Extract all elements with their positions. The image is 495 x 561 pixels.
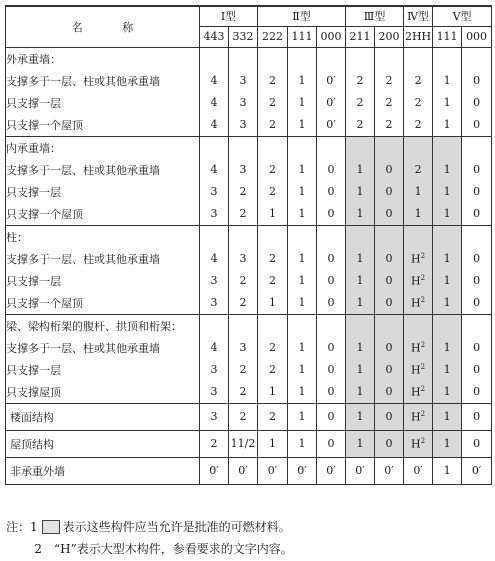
superscript-mark: 2 <box>420 273 426 282</box>
value-cell: 0 <box>375 181 404 203</box>
value-cell: 1 <box>346 430 375 457</box>
empty-cell <box>258 225 288 248</box>
empty-cell <box>258 314 288 337</box>
table-row <box>6 114 492 137</box>
superscript-mark: 2 <box>420 384 426 393</box>
empty-cell <box>317 314 346 337</box>
value-cell: 0 <box>317 159 346 181</box>
value-text: H <box>411 341 421 355</box>
value-cell: 2 <box>375 92 404 114</box>
value-cell: 1 <box>288 292 317 315</box>
empty-cell <box>346 314 375 337</box>
value-cell: 1 <box>346 359 375 381</box>
value-text: H <box>411 363 421 377</box>
header-code: 111 <box>288 26 317 47</box>
value-cell: 1 <box>288 381 317 404</box>
row-label: 只支撑一层 <box>6 92 200 114</box>
empty-cell <box>317 47 346 70</box>
value-cell <box>404 337 433 359</box>
value-cell: 0 <box>317 430 346 457</box>
value-cell: 0 <box>317 381 346 404</box>
value-cell: 1 <box>404 181 433 203</box>
value-cell: 3 <box>229 159 258 181</box>
table-row <box>6 359 492 381</box>
value-cell <box>404 270 433 292</box>
empty-cell <box>258 136 288 159</box>
empty-cell <box>433 47 462 70</box>
value-cell: 1 <box>346 292 375 315</box>
value-cell: 1 <box>288 70 317 92</box>
header-type-5: Ⅴ型 <box>433 6 492 26</box>
empty-cell <box>433 136 462 159</box>
table-row <box>6 70 492 92</box>
value-cell: 1 <box>404 203 433 226</box>
superscript-mark: 2 <box>420 295 426 304</box>
value-cell: 2 <box>258 114 288 137</box>
empty-cell <box>404 136 433 159</box>
value-cell: 2 <box>229 270 258 292</box>
value-cell: 1 <box>288 92 317 114</box>
superscript-mark: 2 <box>420 362 426 371</box>
value-cell: 2 <box>229 292 258 315</box>
table-row <box>6 270 492 292</box>
value-cell: 1 <box>433 203 462 226</box>
row-label: 只支撑一个屋顶 <box>6 203 200 226</box>
value-cell: 1 <box>258 381 288 404</box>
empty-cell <box>288 314 317 337</box>
value-cell: 0′ <box>258 457 288 484</box>
value-cell: 0′ <box>404 457 433 484</box>
value-cell: 0 <box>317 292 346 315</box>
value-cell: 0 <box>375 203 404 226</box>
header-code: 200 <box>375 26 404 47</box>
value-cell: 0 <box>462 203 492 226</box>
value-cell: 1 <box>433 248 462 270</box>
empty-cell <box>462 314 492 337</box>
value-cell <box>404 359 433 381</box>
value-cell: 0 <box>317 203 346 226</box>
value-cell <box>404 403 433 430</box>
value-cell: 0 <box>375 337 404 359</box>
header-type-2: Ⅱ型 <box>258 6 346 26</box>
row-label: 只支撑一层 <box>6 270 200 292</box>
value-cell: 2 <box>258 70 288 92</box>
value-text: H <box>411 296 421 310</box>
value-cell: 4 <box>200 70 229 92</box>
value-cell: 0′ <box>317 457 346 484</box>
header-code: 211 <box>346 26 375 47</box>
value-cell: 0′ <box>288 457 317 484</box>
header-type-3: Ⅲ型 <box>346 6 404 26</box>
value-cell: 1 <box>346 159 375 181</box>
value-cell: 0 <box>375 430 404 457</box>
value-cell: 1 <box>433 430 462 457</box>
value-cell: 0 <box>317 403 346 430</box>
header-type-1: Ⅰ型 <box>200 6 258 26</box>
row-label: 只支撑屋顶 <box>6 381 200 404</box>
value-cell: 3 <box>229 114 258 137</box>
value-text: H <box>411 385 421 399</box>
table-row <box>6 181 492 203</box>
value-cell: 2 <box>229 381 258 404</box>
value-cell: 0 <box>375 270 404 292</box>
empty-cell <box>462 136 492 159</box>
value-cell: 1 <box>346 403 375 430</box>
value-cell: 1 <box>288 181 317 203</box>
value-cell: 0 <box>317 248 346 270</box>
header-type-4: Ⅳ型 <box>404 6 433 26</box>
value-cell: 2 <box>404 92 433 114</box>
empty-cell <box>288 47 317 70</box>
value-cell: 1 <box>433 403 462 430</box>
empty-cell <box>200 225 229 248</box>
header-code: 000 <box>462 26 492 47</box>
empty-cell <box>317 225 346 248</box>
value-cell: 0 <box>462 248 492 270</box>
value-cell: 2 <box>229 203 258 226</box>
value-cell: 11/2 <box>229 430 258 457</box>
value-cell: 1 <box>288 159 317 181</box>
value-cell: 1 <box>288 403 317 430</box>
value-cell: 2 <box>258 403 288 430</box>
section-title: 外承重墙： <box>6 47 200 70</box>
empty-cell <box>288 225 317 248</box>
empty-cell <box>200 314 229 337</box>
value-text: H <box>411 437 421 451</box>
value-cell: 1 <box>288 114 317 137</box>
value-cell: 2 <box>258 181 288 203</box>
header-code: 222 <box>258 26 288 47</box>
empty-cell <box>229 47 258 70</box>
value-cell <box>404 430 433 457</box>
value-cell: 0 <box>375 381 404 404</box>
value-cell: 1 <box>433 159 462 181</box>
value-cell: 4 <box>200 114 229 137</box>
row-label: 只支撑一层 <box>6 181 200 203</box>
empty-cell <box>229 136 258 159</box>
value-cell: 2 <box>404 114 433 137</box>
value-cell: 2 <box>229 403 258 430</box>
empty-cell <box>404 47 433 70</box>
empty-cell <box>200 47 229 70</box>
value-cell: 1 <box>258 430 288 457</box>
value-cell: 4 <box>200 92 229 114</box>
value-cell: 4 <box>200 248 229 270</box>
value-cell: 1 <box>433 381 462 404</box>
value-cell: 0 <box>375 159 404 181</box>
note-2 <box>6 538 490 560</box>
empty-cell <box>346 136 375 159</box>
note-1-text: 表示这些构件应当允许是批准的可燃材料。 <box>62 520 291 534</box>
empty-cell <box>375 136 404 159</box>
value-cell: 3 <box>229 70 258 92</box>
value-cell: 0 <box>462 430 492 457</box>
value-cell: 0 <box>462 381 492 404</box>
header-code: 2HH <box>404 26 433 47</box>
note-2-text: “H”表示大型木构件，参看要求的文字内容。 <box>54 542 293 556</box>
value-cell: 1 <box>258 203 288 226</box>
value-cell: 4 <box>200 159 229 181</box>
empty-cell <box>375 47 404 70</box>
row-label: 非承重外墙 <box>6 457 200 484</box>
value-cell: 0 <box>462 92 492 114</box>
fire-rating-table <box>5 5 492 485</box>
value-cell: 0′ <box>317 70 346 92</box>
value-cell: 2 <box>346 114 375 137</box>
value-cell: 2 <box>346 92 375 114</box>
value-cell: 2 <box>258 159 288 181</box>
section-title: 柱： <box>6 225 200 248</box>
row-label: 只支撑一个屋顶 <box>6 114 200 137</box>
superscript-mark: 2 <box>420 409 426 418</box>
table-row <box>6 92 492 114</box>
value-cell: 3 <box>229 92 258 114</box>
value-cell: 2 <box>258 359 288 381</box>
value-cell: 1 <box>346 270 375 292</box>
value-cell: 0 <box>317 181 346 203</box>
value-cell: 0 <box>317 337 346 359</box>
value-cell: 0 <box>462 181 492 203</box>
value-cell: 1 <box>288 248 317 270</box>
value-cell: 1 <box>258 292 288 315</box>
value-cell: 1 <box>346 337 375 359</box>
value-cell: 1 <box>433 270 462 292</box>
empty-cell <box>229 225 258 248</box>
table-row <box>6 430 492 457</box>
value-cell: 2 <box>258 248 288 270</box>
empty-cell <box>433 225 462 248</box>
value-cell: 1 <box>433 181 462 203</box>
value-cell: 3 <box>200 359 229 381</box>
row-label: 屋顶结构 <box>6 430 200 457</box>
value-cell: 2 <box>258 337 288 359</box>
section-title-row <box>6 47 492 70</box>
section-title-row <box>6 225 492 248</box>
value-cell: 3 <box>229 337 258 359</box>
value-cell: 0 <box>462 292 492 315</box>
value-cell: 1 <box>346 381 375 404</box>
notes <box>6 516 490 560</box>
empty-cell <box>346 225 375 248</box>
value-cell: 1 <box>433 292 462 315</box>
section-title-row <box>6 314 492 337</box>
value-text: H <box>411 410 421 424</box>
value-cell: 2 <box>404 159 433 181</box>
row-label: 支撑多于一层、柱或其他承重墙 <box>6 70 200 92</box>
value-cell: 4 <box>200 337 229 359</box>
value-cell: 0 <box>462 70 492 92</box>
value-cell: 2 <box>258 92 288 114</box>
value-cell: 3 <box>200 203 229 226</box>
value-cell: 3 <box>200 403 229 430</box>
empty-cell <box>404 225 433 248</box>
value-cell: 1 <box>288 337 317 359</box>
value-cell: 2 <box>375 114 404 137</box>
value-cell: 3 <box>229 248 258 270</box>
value-cell: 1 <box>433 92 462 114</box>
value-cell: 0′ <box>200 457 229 484</box>
note-2-prefix: 2 <box>34 542 42 556</box>
value-cell: 0 <box>317 359 346 381</box>
empty-cell <box>433 314 462 337</box>
table-row <box>6 403 492 430</box>
empty-cell <box>404 314 433 337</box>
header-code: 443 <box>200 26 229 47</box>
value-text: H <box>411 252 421 266</box>
value-cell: 2 <box>346 70 375 92</box>
empty-cell <box>229 314 258 337</box>
value-cell: 0′ <box>317 114 346 137</box>
superscript-mark: 2 <box>420 340 426 349</box>
value-cell: 1 <box>346 181 375 203</box>
value-cell: 1 <box>288 430 317 457</box>
header-code: 332 <box>229 26 258 47</box>
row-label: 支撑多于一层、柱或其他承重墙 <box>6 248 200 270</box>
table-row <box>6 337 492 359</box>
value-cell: 0′ <box>317 92 346 114</box>
value-cell <box>404 381 433 404</box>
value-cell: 3 <box>200 181 229 203</box>
value-cell: 0 <box>462 337 492 359</box>
value-cell <box>404 292 433 315</box>
value-cell: 2 <box>229 359 258 381</box>
row-label: 楼面结构 <box>6 403 200 430</box>
header-name: 名 称 <box>6 6 200 47</box>
note-1 <box>6 516 490 538</box>
value-cell: 3 <box>200 270 229 292</box>
value-text: H <box>411 274 421 288</box>
value-cell: 0 <box>375 359 404 381</box>
value-cell: 0′ <box>229 457 258 484</box>
value-cell: 1 <box>346 248 375 270</box>
value-cell: 0 <box>375 292 404 315</box>
note-1-prefix: 注：1 <box>6 520 38 534</box>
row-label: 支撑多于一层、柱或其他承重墙 <box>6 159 200 181</box>
value-cell: 0 <box>462 270 492 292</box>
empty-cell <box>462 47 492 70</box>
empty-cell <box>462 225 492 248</box>
value-cell: 1 <box>433 114 462 137</box>
row-label: 只支撑一层 <box>6 359 200 381</box>
table-row <box>6 381 492 404</box>
table-row <box>6 159 492 181</box>
value-cell: 3 <box>200 381 229 404</box>
value-cell: 0′ <box>346 457 375 484</box>
superscript-mark: 2 <box>420 251 426 260</box>
row-label: 支撑多于一层、柱或其他承重墙 <box>6 337 200 359</box>
superscript-mark: 2 <box>420 436 426 445</box>
empty-cell <box>346 47 375 70</box>
value-cell: 0 <box>375 403 404 430</box>
table-row <box>6 457 492 484</box>
value-cell: 0 <box>375 248 404 270</box>
value-cell: 3 <box>200 292 229 315</box>
value-cell: 2 <box>375 70 404 92</box>
value-cell: 0 <box>462 114 492 137</box>
value-cell: 0′ <box>462 457 492 484</box>
header-code: 000 <box>317 26 346 47</box>
empty-cell <box>375 225 404 248</box>
row-label: 只支撑一个屋顶 <box>6 292 200 315</box>
value-cell: 1 <box>346 203 375 226</box>
table-row <box>6 248 492 270</box>
empty-cell <box>258 47 288 70</box>
empty-cell <box>375 314 404 337</box>
empty-cell <box>288 136 317 159</box>
value-cell: 1 <box>433 457 462 484</box>
empty-cell <box>200 136 229 159</box>
header-code: 111 <box>433 26 462 47</box>
section-title: 内承重墙： <box>6 136 200 159</box>
section-title: 梁、梁构桁架的腹杆、拱顶和桁架： <box>6 314 200 337</box>
value-cell: 1 <box>433 70 462 92</box>
value-cell: 2 <box>200 430 229 457</box>
value-cell: 0 <box>462 159 492 181</box>
value-cell: 0 <box>462 359 492 381</box>
value-cell: 0 <box>462 403 492 430</box>
value-cell: 1 <box>288 203 317 226</box>
value-cell: 0′ <box>375 457 404 484</box>
value-cell: 1 <box>433 337 462 359</box>
value-cell: 2 <box>404 70 433 92</box>
value-cell: 1 <box>288 270 317 292</box>
empty-cell <box>317 136 346 159</box>
value-cell: 2 <box>258 270 288 292</box>
value-cell: 2 <box>229 181 258 203</box>
section-title-row <box>6 136 492 159</box>
value-cell <box>404 248 433 270</box>
table-row <box>6 203 492 226</box>
table-row <box>6 292 492 315</box>
shade-swatch <box>42 520 60 534</box>
value-cell: 1 <box>288 359 317 381</box>
value-cell: 1 <box>433 359 462 381</box>
value-cell: 0 <box>317 270 346 292</box>
